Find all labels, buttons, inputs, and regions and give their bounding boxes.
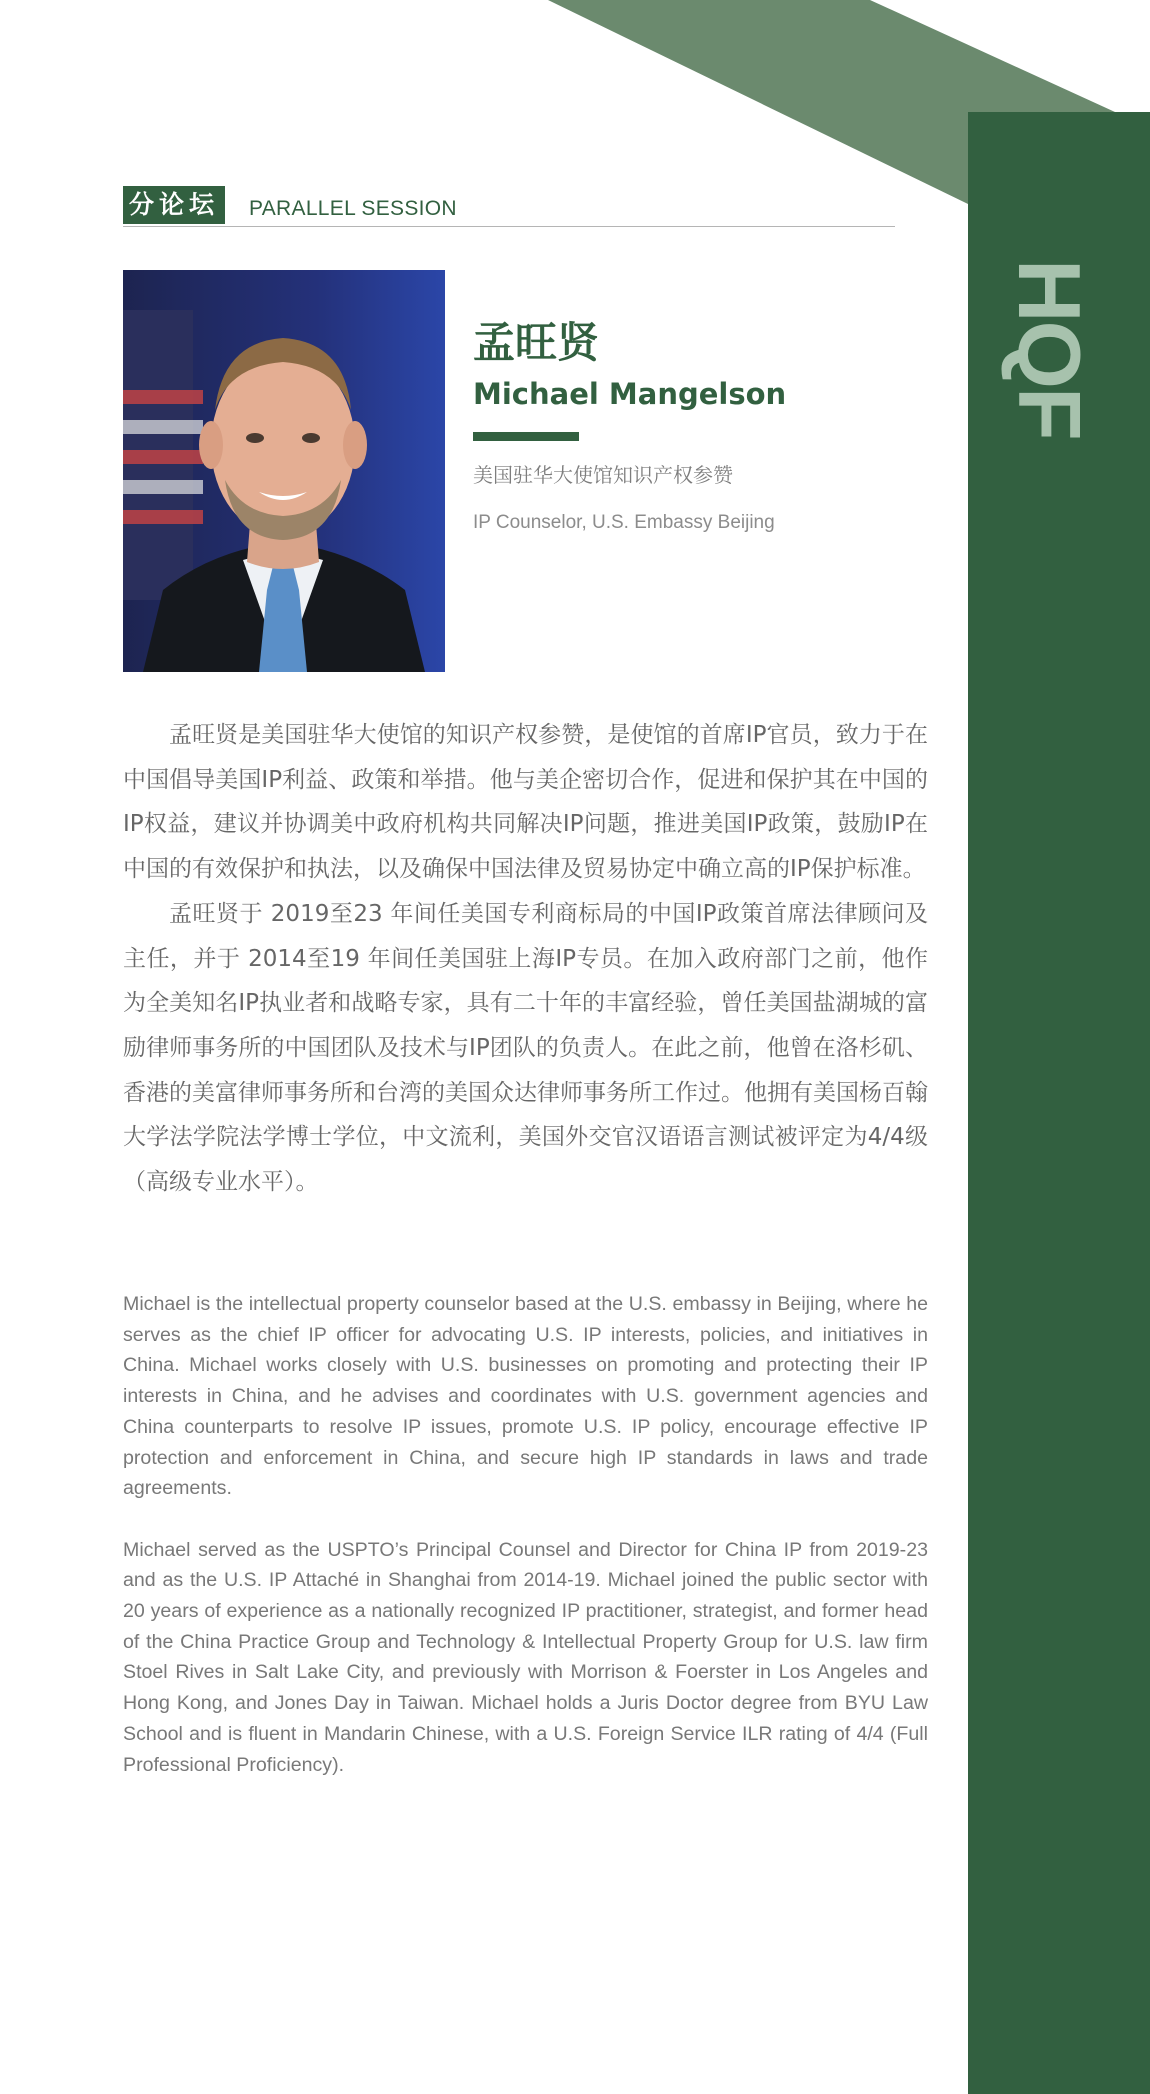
side-brand-text: HQF: [1000, 259, 1099, 439]
section-tag: 分论坛: [123, 186, 225, 224]
speaker-photo: [123, 270, 445, 672]
bio-en-paragraph: Michael is the intellectual property counselor based at the U.S. embassy in Beijing, where he serves as the chief IP officer for advocating U.S. IP interests, policies, and initiatives in China. Michael works closely with U.S. businesses on promoting and protecting their IP interests in China, and he advises and coordinates with U.S. government agencies and China counterparts to resolve IP issues, promote U.S. IP policy, encourage effective IP protection and enforcement in China, and secure high IP standards in laws and trade agreements.: [123, 1293, 928, 1500]
section-title: PARALLEL SESSION: [249, 197, 457, 220]
bio-chinese: [123, 713, 928, 1205]
bio-cn-paragraph: 孟旺贤于 2019至23 年间任美国专利商标局的中国IP政策首席法律顾问及主任，并于 2014至19 年间任美国驻上海IP专员。在加入政府部门之前，他作为全美知名IP执业者和战略专家，具有二十年的丰富经验，曾任美国盐湖城的富励律师事务所的中国团队及技术与IP团队的负责人。在此之前，他曾在洛杉矶、香港的美富律师事务所和台湾的美国众达律师事务所工作过。他拥有美国杨百翰大学法学院法学博士学位，中文流利，美国外交官汉语语言测试被评定为4/4级（高级专业水平）。: [123, 900, 928, 1196]
name-underline: [473, 432, 579, 441]
bio-cn-paragraph: 孟旺贤是美国驻华大使馆的知识产权参赞，是使馆的首席IP官员，致力于在中国倡导美国IP利益、政策和举措。他与美企密切合作，促进和保护其在中国的IP权益，建议并协调美中政府机构共同解决IP问题，推进美国IP政策，鼓励IP在中国的有效保护和执法，以及确保中国法律及贸易协定中确立高的IP保护标准。: [123, 722, 928, 883]
bio-en-paragraph: Michael served as the USPTO’s Principal Counsel and Director for China IP from 2019-23 and as the U.S. IP Attaché in Shanghai from 2014-19. Michael joined the public sector with 20 years of experience as a nationally recognized IP practitioner, strategist, and former head of the China Practice Group and Technology & Intellectual Property Group for U.S. law firm Stoel Rives in Salt Lake City, and previously with Morrison & Foerster in Los Angeles and Hong Kong, and Jones Day in Taiwan. Michael holds a Juris Doctor degree from BYU Law School and is fluent in Mandarin Chinese, with a U.S. Foreign Service ILR rating of 4/4 (Full Professional Proficiency).: [123, 1538, 928, 1776]
section-header: [123, 186, 895, 227]
speaker-title-cn: 美国驻华大使馆知识产权参赞: [473, 463, 733, 487]
bio-english: [123, 1289, 928, 1811]
speaker-name-en: Michael Mangelson: [473, 377, 787, 411]
speaker-name-cn: 孟旺贤: [473, 318, 600, 367]
speaker-title-en: IP Counselor, U.S. Embassy Beijing: [473, 512, 775, 533]
